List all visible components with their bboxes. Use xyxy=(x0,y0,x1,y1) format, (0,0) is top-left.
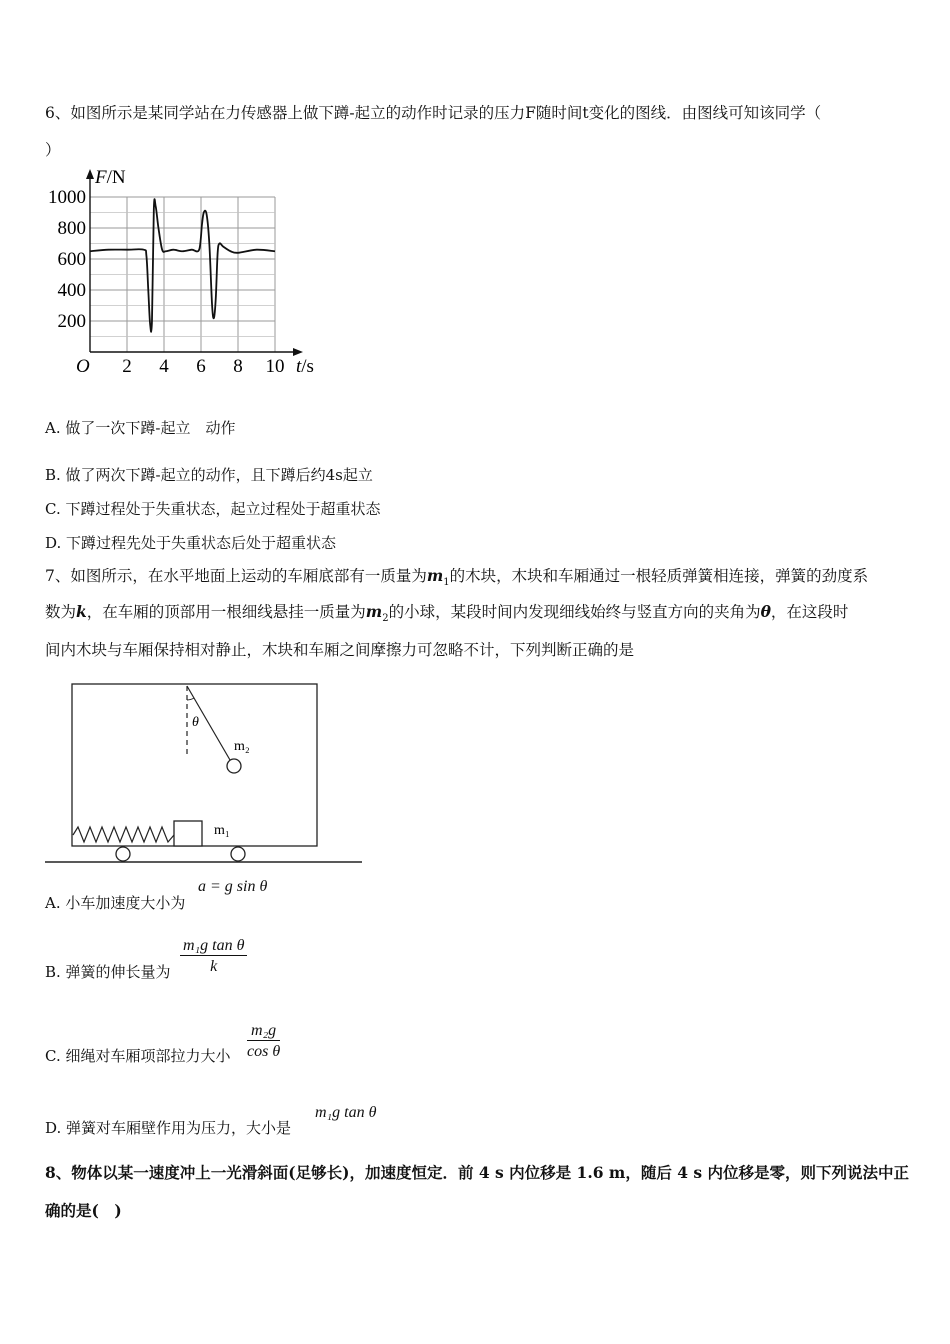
x-tick-label: 8 xyxy=(233,356,243,377)
x-axis-arrow xyxy=(293,348,303,356)
m1-label: m₁ xyxy=(214,823,230,838)
y-tick-label: 600 xyxy=(57,249,86,270)
wheel-right xyxy=(231,847,245,861)
q7-stem-line2: 数为k，在车厢的顶部用一根细线悬挂一质量为$m_2$的小球，某段时间内发现细线始终与竖直方向的夹角为θ，在这段时 xyxy=(45,602,849,625)
y-tick-label: 400 xyxy=(57,280,86,301)
q6-stem-line2: ） xyxy=(45,141,61,159)
y-axis-label: F/N xyxy=(95,167,126,188)
force-time-chart xyxy=(40,165,330,380)
q6-option-b[interactable]: B. 做了两次下蹲-起立的动作，且下蹲后约4s起立 xyxy=(45,466,373,484)
y-tick-label: 200 xyxy=(57,311,86,332)
q7-option-a[interactable]: A. 小车加速度大小为 xyxy=(45,894,186,912)
q6-option-d[interactable]: D. 下蹲过程先处于失重状态后处于超重状态 xyxy=(45,534,337,552)
q6-option-c[interactable]: C. 下蹲过程处于失重状态，起立过程处于超重状态 xyxy=(45,500,381,518)
q7-stem-line3: 间内木块与车厢保持相对静止，木块和车厢之间摩擦力可忽略不计，下列判断正确的是 xyxy=(45,641,635,659)
q8-stem-line2: 确的是( ) xyxy=(45,1201,122,1220)
q7-option-a-formula: a = g sin θ xyxy=(198,878,268,895)
carriage-diagram xyxy=(40,678,370,868)
x-tick-label: 10 xyxy=(265,356,285,377)
m2-label: m₂ xyxy=(234,739,250,754)
q6-stem-line1: 6、如图所示是某同学站在力传感器上做下蹲-起立的动作时记录的压力F随时间t变化的图线．由图线可知该同学（ xyxy=(45,104,822,122)
ball-m2 xyxy=(227,759,241,773)
x-tick-label: 2 xyxy=(122,356,132,377)
theta-label: θ xyxy=(192,715,199,730)
y-tick-label: 800 xyxy=(57,218,86,239)
x-tick-label: 6 xyxy=(196,356,206,377)
x-tick-label: 4 xyxy=(159,356,169,377)
y-tick-label: 1000 xyxy=(48,187,86,208)
q7-option-c-denominator: cos θ xyxy=(247,1043,281,1060)
origin-label: O xyxy=(76,356,90,377)
q7-option-b-denominator: k xyxy=(210,958,218,975)
q7-stem-line1: 7、如图所示，在水平地面上运动的车厢底部有一质量为$m_1$的木块，木块和车厢通过一根轻质弹簧相连接，弹簧的劲度系 xyxy=(45,566,869,589)
series-line-F xyxy=(90,199,275,332)
q6-option-a[interactable]: A. 做了一次下蹲-起立 动作 xyxy=(45,419,236,437)
spring xyxy=(73,827,174,842)
q7-option-c-fraction xyxy=(247,1022,280,1061)
block-m1 xyxy=(174,821,202,846)
y-axis-arrow xyxy=(86,169,94,179)
q8-stem-line1: 8、物体以某一速度冲上一光滑斜面(足够长)，加速度恒定．前 4 s 内位移是 1.6 m，随后 4 s 内位移是零，则下列说法中正 xyxy=(45,1163,910,1182)
q7-option-b[interactable]: B. 弹簧的伸长量为 xyxy=(45,963,171,981)
q7-option-c[interactable]: C. 细绳对车厢项部拉力大小 xyxy=(45,1047,231,1065)
q7-option-d-formula: m₁g tan θ xyxy=(315,1104,377,1121)
q7-option-b-fraction xyxy=(180,937,247,976)
angle-arc xyxy=(187,698,194,700)
x-axis-label: t/s xyxy=(296,356,314,377)
q7-option-c-numerator: m₂g xyxy=(247,1022,280,1041)
q7-option-b-numerator: m₁g tan θ xyxy=(180,937,247,956)
wheel-left xyxy=(116,847,130,861)
q7-option-d[interactable]: D. 弹簧对车厢壁作用为压力，大小是 xyxy=(45,1119,292,1137)
